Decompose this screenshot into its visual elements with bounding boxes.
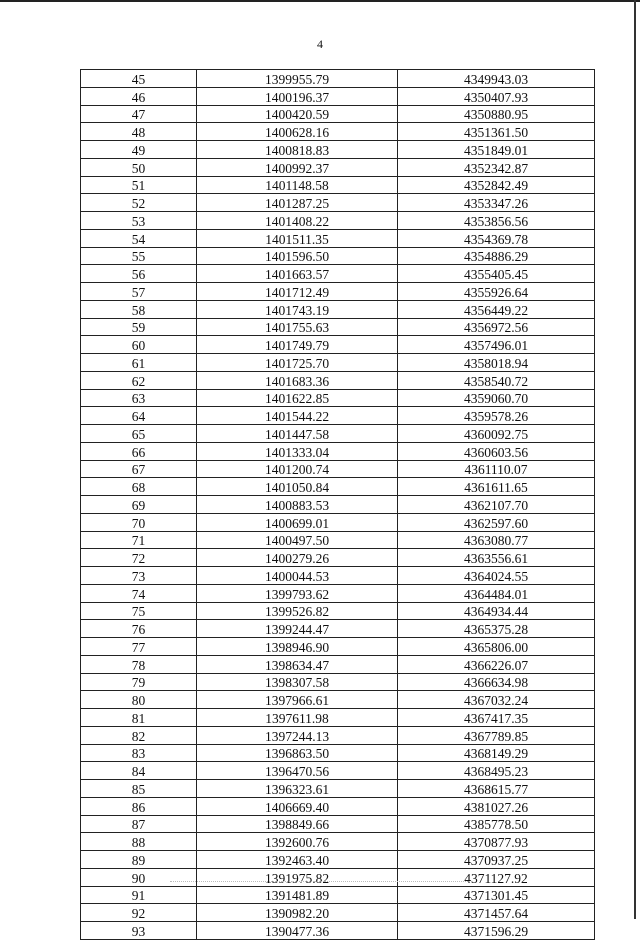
y-coordinate-cell: 4352342.87 [398,158,595,176]
table-row [81,300,595,318]
point-number-cell: 76 [81,620,197,638]
x-coordinate-cell: 1401148.58 [197,176,398,194]
point-number-cell: 53 [81,212,197,230]
table-row [81,212,595,230]
point-number-cell: 86 [81,797,197,815]
table-row [81,247,595,265]
point-number-cell: 90 [81,868,197,886]
point-number-cell: 68 [81,478,197,496]
point-number-cell: 88 [81,833,197,851]
y-coordinate-cell: 4381027.26 [398,797,595,815]
y-coordinate-cell: 4358018.94 [398,354,595,372]
point-number-cell: 59 [81,318,197,336]
point-number-cell: 82 [81,726,197,744]
point-number-cell: 62 [81,371,197,389]
x-coordinate-cell: 1391481.89 [197,886,398,904]
y-coordinate-cell: 4360092.75 [398,425,595,443]
point-number-cell: 54 [81,229,197,247]
point-number-cell: 74 [81,584,197,602]
table-row [81,726,595,744]
x-coordinate-cell: 1392600.76 [197,833,398,851]
x-coordinate-cell: 1400818.83 [197,141,398,159]
x-coordinate-cell: 1401725.70 [197,354,398,372]
point-number-cell: 51 [81,176,197,194]
table-row [81,673,595,691]
point-number-cell: 66 [81,442,197,460]
y-coordinate-cell: 4353856.56 [398,212,595,230]
point-number-cell: 70 [81,513,197,531]
y-coordinate-cell: 4362597.60 [398,513,595,531]
table-row [81,176,595,194]
point-number-cell: 45 [81,70,197,88]
y-coordinate-cell: 4363080.77 [398,531,595,549]
point-number-cell: 64 [81,407,197,425]
table-row [81,833,595,851]
table-row [81,655,595,673]
point-number-cell: 85 [81,780,197,798]
point-number-cell: 63 [81,389,197,407]
y-coordinate-cell: 4364484.01 [398,584,595,602]
x-coordinate-cell: 1399526.82 [197,602,398,620]
x-coordinate-cell: 1391975.82 [197,868,398,886]
y-coordinate-cell: 4362107.70 [398,496,595,514]
table-row [81,478,595,496]
table-row [81,922,595,940]
y-coordinate-cell: 4359060.70 [398,389,595,407]
table-row [81,744,595,762]
point-number-cell: 73 [81,567,197,585]
point-number-cell: 46 [81,87,197,105]
y-coordinate-cell: 4371457.64 [398,904,595,922]
point-number-cell: 80 [81,691,197,709]
point-number-cell: 57 [81,283,197,301]
table-row [81,123,595,141]
point-number-cell: 58 [81,300,197,318]
y-coordinate-cell: 4365806.00 [398,638,595,656]
x-coordinate-cell: 1401755.63 [197,318,398,336]
table-row [81,318,595,336]
x-coordinate-cell: 1401743.19 [197,300,398,318]
page-right-edge [634,0,636,919]
y-coordinate-cell: 4356972.56 [398,318,595,336]
table-row [81,70,595,88]
x-coordinate-cell: 1399955.79 [197,70,398,88]
x-coordinate-cell: 1401663.57 [197,265,398,283]
table-row [81,602,595,620]
point-number-cell: 93 [81,922,197,940]
y-coordinate-cell: 4368495.23 [398,762,595,780]
point-number-cell: 79 [81,673,197,691]
point-number-cell: 84 [81,762,197,780]
point-number-cell: 77 [81,638,197,656]
table-row [81,336,595,354]
point-number-cell: 71 [81,531,197,549]
table-row [81,87,595,105]
x-coordinate-cell: 1397611.98 [197,709,398,727]
table-row [81,780,595,798]
y-coordinate-cell: 4357496.01 [398,336,595,354]
y-coordinate-cell: 4355926.64 [398,283,595,301]
x-coordinate-cell: 1401050.84 [197,478,398,496]
y-coordinate-cell: 4367789.85 [398,726,595,744]
x-coordinate-cell: 1401683.36 [197,371,398,389]
table-row [81,709,595,727]
table-row [81,797,595,815]
page-number: 4 [317,37,323,51]
x-coordinate-cell: 1400196.37 [197,87,398,105]
x-coordinate-cell: 1400420.59 [197,105,398,123]
y-coordinate-cell: 4356449.22 [398,300,595,318]
x-coordinate-cell: 1401511.35 [197,229,398,247]
x-coordinate-cell: 1401333.04 [197,442,398,460]
point-number-cell: 91 [81,886,197,904]
y-coordinate-cell: 4367417.35 [398,709,595,727]
x-coordinate-cell: 1399793.62 [197,584,398,602]
x-coordinate-cell: 1400699.01 [197,513,398,531]
point-number-cell: 48 [81,123,197,141]
coordinates-table-body [81,70,595,940]
x-coordinate-cell: 1398307.58 [197,673,398,691]
table-row [81,496,595,514]
y-coordinate-cell: 4354886.29 [398,247,595,265]
table-row [81,265,595,283]
point-number-cell: 69 [81,496,197,514]
y-coordinate-cell: 4370877.93 [398,833,595,851]
y-coordinate-cell: 4361611.65 [398,478,595,496]
table-row [81,283,595,301]
y-coordinate-cell: 4385778.50 [398,815,595,833]
table-row [81,105,595,123]
table-row [81,762,595,780]
table-row [81,638,595,656]
x-coordinate-cell: 1401749.79 [197,336,398,354]
y-coordinate-cell: 4353347.26 [398,194,595,212]
x-coordinate-cell: 1396470.56 [197,762,398,780]
bottom-divider [170,881,470,882]
y-coordinate-cell: 4366226.07 [398,655,595,673]
x-coordinate-cell: 1401200.74 [197,460,398,478]
y-coordinate-cell: 4354369.78 [398,229,595,247]
point-number-cell: 49 [81,141,197,159]
point-number-cell: 60 [81,336,197,354]
x-coordinate-cell: 1400279.26 [197,549,398,567]
x-coordinate-cell: 1392463.40 [197,851,398,869]
x-coordinate-cell: 1399244.47 [197,620,398,638]
x-coordinate-cell: 1400992.37 [197,158,398,176]
table-row [81,354,595,372]
y-coordinate-cell: 4351849.01 [398,141,595,159]
x-coordinate-cell: 1398634.47 [197,655,398,673]
table-row [81,371,595,389]
table-row [81,584,595,602]
table-row [81,567,595,585]
point-number-cell: 55 [81,247,197,265]
x-coordinate-cell: 1400044.53 [197,567,398,585]
point-number-cell: 83 [81,744,197,762]
y-coordinate-cell: 4366634.98 [398,673,595,691]
y-coordinate-cell: 4365375.28 [398,620,595,638]
table-row [81,531,595,549]
y-coordinate-cell: 4368149.29 [398,744,595,762]
y-coordinate-cell: 4370937.25 [398,851,595,869]
table-row [81,158,595,176]
y-coordinate-cell: 4349943.03 [398,70,595,88]
table-row [81,407,595,425]
y-coordinate-cell: 4358540.72 [398,371,595,389]
y-coordinate-cell: 4371596.29 [398,922,595,940]
x-coordinate-cell: 1400497.50 [197,531,398,549]
x-coordinate-cell: 1398946.90 [197,638,398,656]
x-coordinate-cell: 1401544.22 [197,407,398,425]
x-coordinate-cell: 1401622.85 [197,389,398,407]
table-row [81,815,595,833]
y-coordinate-cell: 4368615.77 [398,780,595,798]
point-number-cell: 81 [81,709,197,727]
point-number-cell: 56 [81,265,197,283]
y-coordinate-cell: 4352842.49 [398,176,595,194]
x-coordinate-cell: 1390477.36 [197,922,398,940]
y-coordinate-cell: 4361110.07 [398,460,595,478]
y-coordinate-cell: 4371301.45 [398,886,595,904]
x-coordinate-cell: 1397966.61 [197,691,398,709]
y-coordinate-cell: 4363556.61 [398,549,595,567]
x-coordinate-cell: 1401596.50 [197,247,398,265]
y-coordinate-cell: 4351361.50 [398,123,595,141]
point-number-cell: 87 [81,815,197,833]
point-number-cell: 47 [81,105,197,123]
x-coordinate-cell: 1396863.50 [197,744,398,762]
table-row [81,691,595,709]
x-coordinate-cell: 1398849.66 [197,815,398,833]
table-row [81,886,595,904]
y-coordinate-cell: 4360603.56 [398,442,595,460]
y-coordinate-cell: 4359578.26 [398,407,595,425]
table-row [81,425,595,443]
point-number-cell: 67 [81,460,197,478]
y-coordinate-cell: 4367032.24 [398,691,595,709]
table-row [81,868,595,886]
table-row [81,442,595,460]
point-number-cell: 92 [81,904,197,922]
y-coordinate-cell: 4371127.92 [398,868,595,886]
x-coordinate-cell: 1396323.61 [197,780,398,798]
point-number-cell: 61 [81,354,197,372]
x-coordinate-cell: 1401408.22 [197,212,398,230]
y-coordinate-cell: 4350880.95 [398,105,595,123]
table-row [81,620,595,638]
table-row [81,513,595,531]
table-row [81,460,595,478]
x-coordinate-cell: 1401287.25 [197,194,398,212]
table-row [81,229,595,247]
point-number-cell: 75 [81,602,197,620]
page-top-edge [0,0,640,2]
point-number-cell: 78 [81,655,197,673]
x-coordinate-cell: 1406669.40 [197,797,398,815]
table-row [81,194,595,212]
table-row [81,389,595,407]
x-coordinate-cell: 1401712.49 [197,283,398,301]
point-number-cell: 65 [81,425,197,443]
y-coordinate-cell: 4364024.55 [398,567,595,585]
table-row [81,851,595,869]
point-number-cell: 50 [81,158,197,176]
y-coordinate-cell: 4355405.45 [398,265,595,283]
x-coordinate-cell: 1401447.58 [197,425,398,443]
table-row [81,141,595,159]
point-number-cell: 72 [81,549,197,567]
table-row [81,549,595,567]
x-coordinate-cell: 1397244.13 [197,726,398,744]
x-coordinate-cell: 1400883.53 [197,496,398,514]
point-number-cell: 52 [81,194,197,212]
y-coordinate-cell: 4350407.93 [398,87,595,105]
y-coordinate-cell: 4364934.44 [398,602,595,620]
point-number-cell: 89 [81,851,197,869]
x-coordinate-cell: 1400628.16 [197,123,398,141]
coordinates-table [80,69,595,940]
x-coordinate-cell: 1390982.20 [197,904,398,922]
